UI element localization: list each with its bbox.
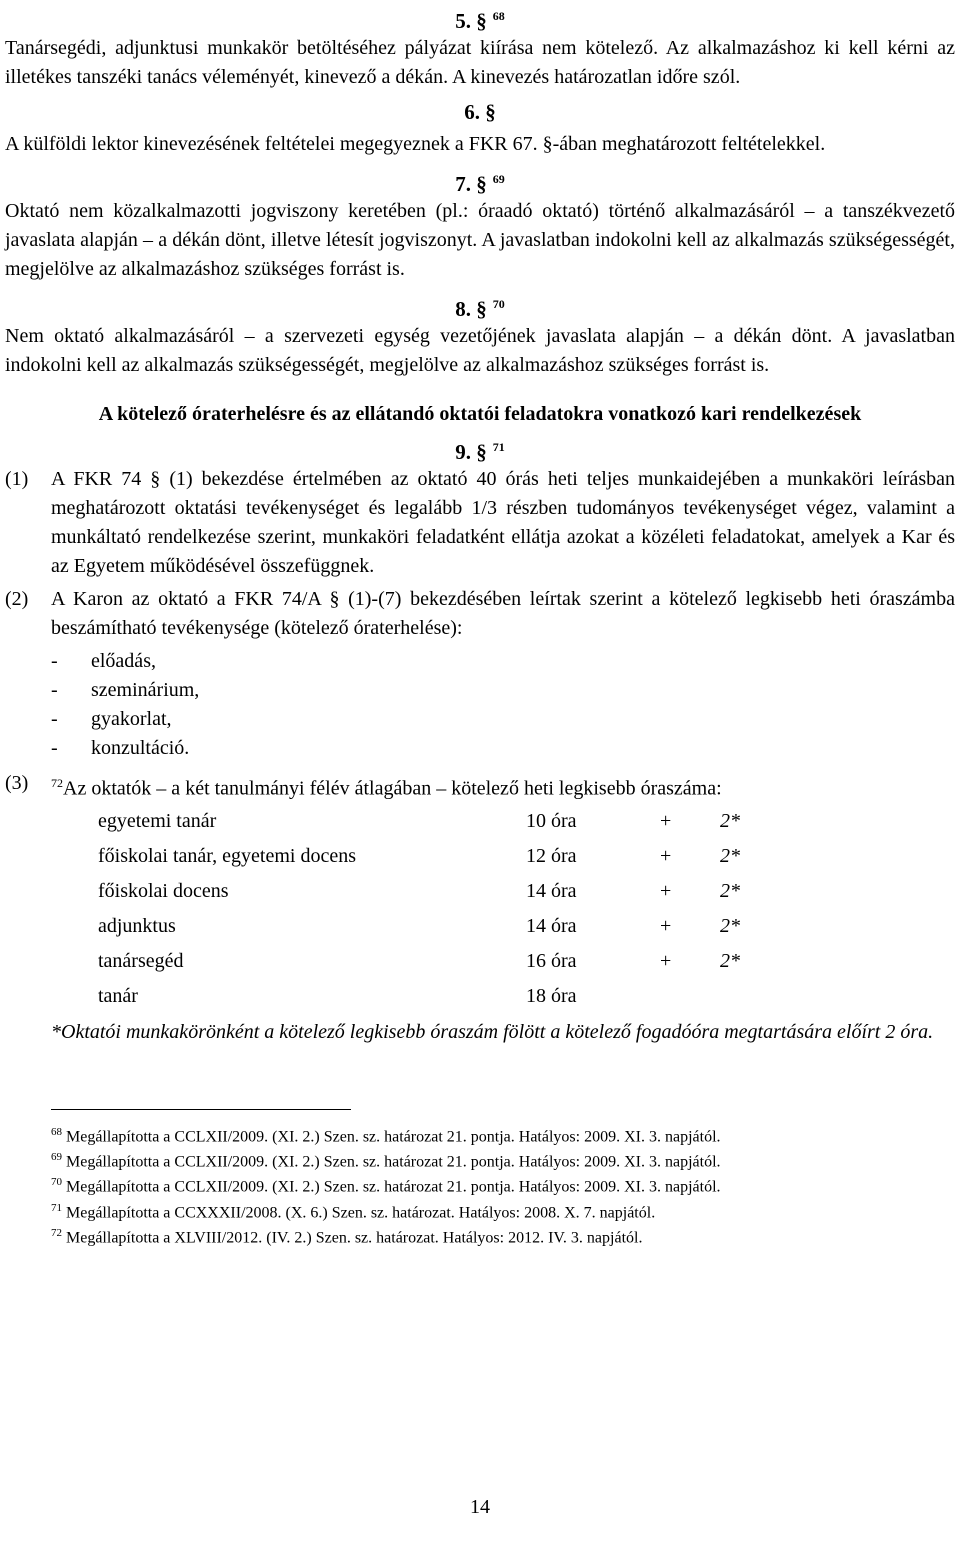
list-item: - szeminárium, bbox=[51, 679, 200, 701]
section-5-heading: 5. § $^{68}$ bbox=[455, 9, 505, 33]
list-item: - előadás, bbox=[51, 650, 156, 672]
section-9-heading: 9. § $^{71}$ bbox=[455, 440, 505, 464]
table-row: tanár 18 óra bbox=[98, 984, 577, 1007]
section-7-heading: 7. § $^{69}$ bbox=[455, 172, 505, 196]
table-row: adjunktus 14 óra + 2* bbox=[98, 914, 740, 937]
paragraph-number: (2) bbox=[5, 588, 29, 610]
section-6-text: A külföldi lektor kinevezésének feltételei megegyeznek a FKR 67. §-ában meghatározott feltételekkel. bbox=[5, 133, 826, 155]
paragraph-2 bbox=[5, 585, 955, 643]
paragraph-text: A FKR 74 § (1) bekezdése értelmében az oktató 40 órás heti teljes munkaidejében a munkaköri leírásban meghatározott oktatási tevékenységet és legalább 1/3 részben tudományos tevékenységet végez, valamint a munkáltató rendelkezése szerint, munkaköri feladatként ellátja azokat a közéleti feladatokat, amelyek a Kar és az Egyetem működésével összefüggnek. bbox=[51, 468, 955, 577]
footnote: $^{70}$ Megállapította a CCLXII/2009. (XI. 2.) Szen. sz. határozat 21. pontja. Hatályos: 2009. XI. 3. napjától. bbox=[51, 1176, 721, 1196]
footnote: $^{69}$ Megállapította a CCLXII/2009. (XI. 2.) Szen. sz. határozat 21. pontja. Hatályos: 2009. XI. 3. napjától. bbox=[51, 1150, 721, 1171]
footnote-ref-69[interactable]: 69 bbox=[492, 172, 505, 186]
section-8-heading: 8. § $^{70}$ bbox=[455, 297, 505, 321]
hours-note: *Oktatói munkakörönként a kötelező legkisebb óraszám fölött a kötelező fogadóóra megtartására előírt 2 óra. bbox=[51, 1020, 934, 1043]
paragraph-1 bbox=[5, 465, 955, 581]
section-7-text: Oktató nem közalkalmazotti jogviszony keretében (pl.: óraadó oktató) történő alkalmazásáról – a tanszékvezető javaslata alapján – a dékán dönt, illetve létesít jogviszonyt. A javaslatban indokolni kell az alkalmazás szükségességét, megjelölve az alkalmazáshoz szükséges forrást is. bbox=[5, 200, 955, 280]
table-row: főiskolai tanár, egyetemi docens 12 óra + 2* bbox=[98, 844, 740, 867]
section-5-text: Tanársegédi, adjunktusi munkakör betöltéséhez pályázat kiírása nem kötelező. Az alkalmazáshoz ki kell kérni az illetékes tanszéki tanács véleményét, kinevező a dékán. A kinevezés határozatlan időre szól. bbox=[5, 37, 955, 88]
footnote-ref-70[interactable]: 70 bbox=[492, 297, 505, 311]
section-8-text: Nem oktató alkalmazásáról – a szervezeti egység vezetőjének javaslata alapján – a dékán dönt. A javaslatban indokolni kell az alkalmazás szükségességét, megjelölve az alkalmazáshoz szükséges forrást is. bbox=[5, 325, 955, 376]
paragraph-3 bbox=[5, 769, 955, 804]
document-page bbox=[5, 0, 955, 1518]
list-item: - gyakorlat, bbox=[51, 708, 172, 730]
hours-table bbox=[98, 804, 955, 1014]
section-6-heading: 6. § bbox=[464, 100, 496, 124]
paragraph-number: (1) bbox=[5, 468, 29, 490]
footnote: $^{72}$ Megállapította a XLVIII/2012. (IV. 2.) Szen. sz. határozat. Hatályos: 2012. IV. 3. napjától. bbox=[51, 1226, 643, 1247]
footnote-ref-68[interactable]: 68 bbox=[492, 9, 505, 23]
footnote-ref-71[interactable]: 71 bbox=[492, 440, 505, 454]
footnote: $^{71}$ Megállapította a CCXXXII/2008. (X. 6.) Szen. sz. határozat. Hatályos: 2008. X. 7. napjától. bbox=[51, 1201, 656, 1221]
paragraph-number: (3) bbox=[5, 772, 29, 794]
list-item: - konzultáció. bbox=[51, 737, 190, 759]
footnote: $^{68}$ Megállapította a CCLXII/2009. (XI. 2.) Szen. sz. határozat 21. pontja. Hatályos: 2009. XI. 3. napjától. bbox=[51, 1125, 721, 1145]
page-number: 14 bbox=[470, 1496, 490, 1518]
section-title: A kötelező óraterhelésre és az ellátandó oktatói feladatokra vonatkozó kari rendelkezések bbox=[98, 403, 862, 425]
activity-list bbox=[5, 647, 955, 763]
footnote-ref-72[interactable]: 72 bbox=[51, 776, 63, 790]
table-row: tanársegéd 16 óra + 2* bbox=[98, 949, 740, 972]
paragraph-text: A Karon az oktató a FKR 74/A § (1)-(7) bekezdésében leírtak szerint a kötelező legkisebb heti óraszámba beszámítható tevékenysége (kötelező óraterhelése): bbox=[51, 588, 955, 639]
paragraph-text: Az oktatók – a két tanulmányi félév átlagában – kötelező heti legkisebb óraszáma: bbox=[63, 777, 722, 800]
table-row: főiskolai docens 14 óra + 2* bbox=[98, 879, 740, 902]
footnotes bbox=[5, 1122, 955, 1249]
table-row: egyetemi tanár 10 óra + 2* bbox=[98, 809, 740, 832]
footnote-divider bbox=[51, 1109, 351, 1110]
